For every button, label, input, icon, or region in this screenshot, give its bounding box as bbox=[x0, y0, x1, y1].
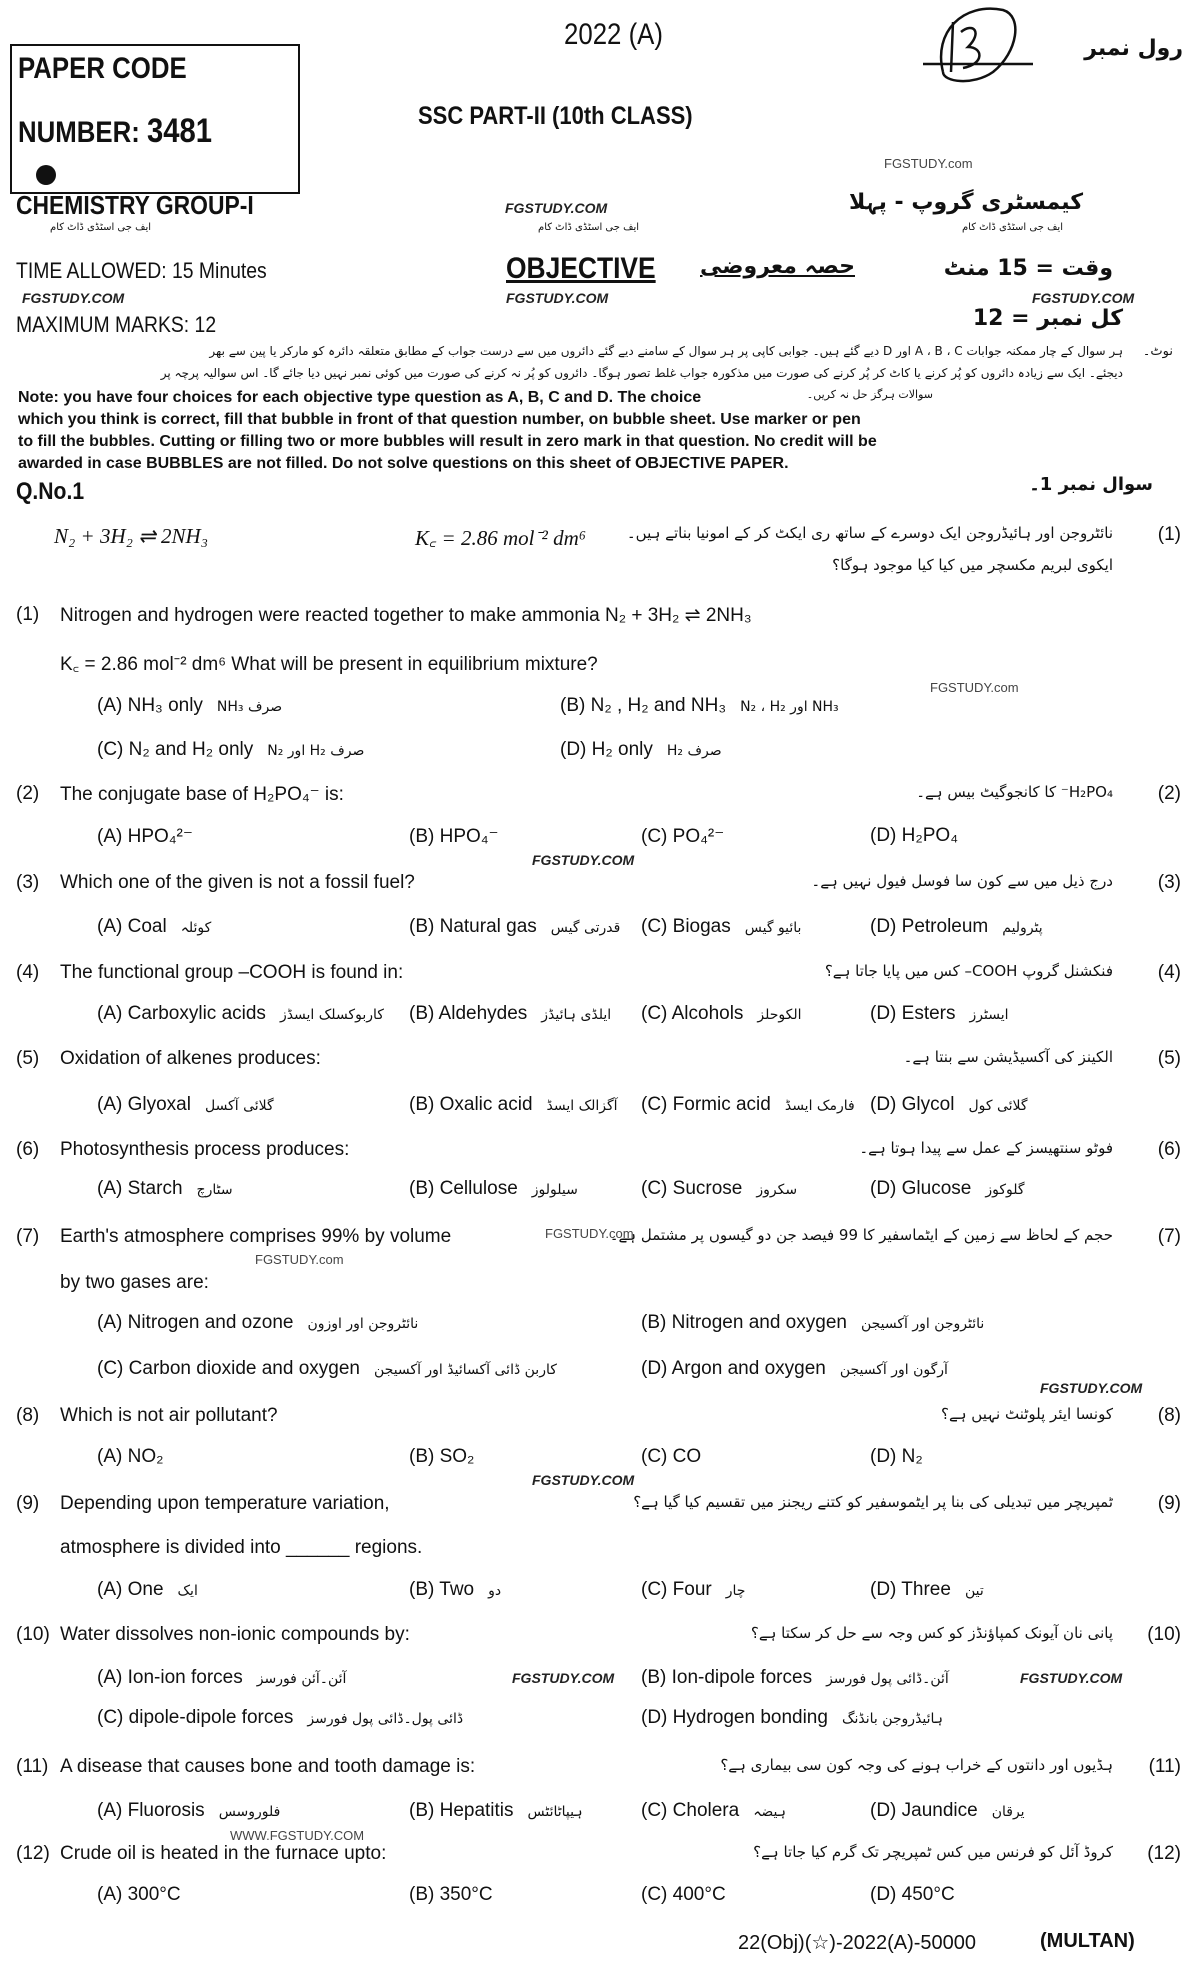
watermark-urdu: ایف جی اسٹڈی ڈاٹ کام bbox=[538, 222, 640, 233]
answer-option bbox=[870, 1003, 1009, 1025]
question-urdu-text: H₂PO₄⁻ کا کانجوگیٹ بیس ہے۔ bbox=[916, 783, 1113, 801]
urdu-note-line: ہر سوال کے چار ممکنہ جوابات A ، B ، C اور D دیے گئے ہیں۔ جوابی کاپی پر ہر سوال کے سامنے دیے گئے دائروں میں سے درست جواب کے مطابق متعلقہ دائرہ کو مارکر یا پین سے بھر bbox=[209, 344, 1123, 358]
option-urdu-text: ہائیڈروجن بانڈنگ bbox=[841, 1711, 944, 1727]
watermark: FGSTUDY.COM bbox=[512, 1670, 615, 1686]
answer-option bbox=[641, 1446, 701, 1468]
option-urdu-text: آرگون اور آکسیجن bbox=[839, 1362, 948, 1378]
question-number-right: (10) bbox=[1147, 1624, 1181, 1645]
answer-option bbox=[870, 825, 958, 847]
question-number-right: (2) bbox=[1157, 783, 1181, 804]
question-urdu-text: کونسا ایئر پلوٹنٹ نہیں ہے؟ bbox=[940, 1405, 1113, 1423]
question-text: Oxidation of alkenes produces: bbox=[60, 1048, 321, 1069]
watermark: WWW.FGSTUDY.COM bbox=[230, 1828, 365, 1843]
answer-option bbox=[641, 1800, 786, 1822]
question-number: (11) bbox=[16, 1756, 49, 1777]
option-urdu-text: فلوروسس bbox=[218, 1804, 281, 1820]
option-text: (C) Four bbox=[641, 1579, 712, 1600]
option-urdu-text: آئن۔ڈائی پول فورسز bbox=[826, 1671, 949, 1687]
option-text: (D) Three bbox=[870, 1579, 951, 1600]
answer-option bbox=[97, 1707, 463, 1729]
option-text: (A) One bbox=[97, 1579, 164, 1600]
answer-option bbox=[409, 1178, 578, 1200]
option-text: (A) 300°C bbox=[97, 1884, 181, 1905]
option-urdu-text: الکوحلز bbox=[757, 1007, 802, 1023]
option-text: (B) Aldehydes bbox=[409, 1003, 528, 1024]
urdu-objective-heading: حصہ معروضی bbox=[700, 254, 855, 279]
option-urdu-text: گلوکوز bbox=[985, 1182, 1025, 1198]
option-text: (A) Coal bbox=[97, 916, 167, 937]
roll-number-handwriting bbox=[923, 2, 1033, 86]
paper-code-number bbox=[18, 112, 212, 151]
question-number-right: (4) bbox=[1157, 962, 1181, 983]
option-urdu-text: ایک bbox=[177, 1583, 198, 1599]
option-urdu-text: آگزالک ایسڈ bbox=[546, 1098, 618, 1114]
answer-option bbox=[560, 739, 722, 761]
answer-option bbox=[870, 1579, 984, 1601]
option-urdu-text: فارمک ایسڈ bbox=[784, 1098, 855, 1114]
question-number: (8) bbox=[16, 1405, 40, 1426]
watermark: FGSTUDY.COM bbox=[1040, 1380, 1143, 1396]
paper-code-label: PAPER CODE bbox=[18, 52, 187, 85]
option-urdu-text: یرقان bbox=[991, 1804, 1025, 1820]
question-text: K꜀ = 2.86 mol⁻² dm⁶ What will be present in equilibrium mixture? bbox=[60, 654, 598, 675]
answer-option bbox=[870, 916, 1043, 938]
question-text: Nitrogen and hydrogen were reacted together to make ammonia N₂ + 3H₂ ⇌ 2NH₃ bbox=[60, 605, 752, 626]
question-urdu-text: فوٹو سنتھیسز کے عمل سے پیدا ہوتا ہے۔ bbox=[859, 1139, 1113, 1157]
option-urdu-text: سیلولوز bbox=[531, 1182, 578, 1198]
option-urdu-text: قدرتی گیس bbox=[550, 920, 621, 936]
answer-option bbox=[641, 1707, 943, 1729]
answer-option bbox=[97, 1446, 163, 1468]
option-text: (B) SO₂ bbox=[409, 1446, 475, 1467]
option-text: (B) Nitrogen and oxygen bbox=[641, 1312, 847, 1333]
watermark: FGSTUDY.com bbox=[255, 1252, 344, 1267]
note-line: which you think is correct, fill that bubble in front of that question number, on bubble sheet. Use marker or pen bbox=[18, 411, 861, 428]
option-text: (A) Carboxylic acids bbox=[97, 1003, 266, 1024]
answer-option bbox=[409, 1094, 618, 1116]
answer-option bbox=[97, 1003, 384, 1025]
answer-option bbox=[97, 916, 211, 938]
watermark: FGSTUDY.COM bbox=[506, 290, 609, 306]
answer-option bbox=[409, 1579, 501, 1601]
option-text: (B) HPO₄⁻ bbox=[409, 826, 499, 847]
answer-option bbox=[641, 1667, 949, 1689]
option-urdu-text: سکروز bbox=[756, 1182, 798, 1198]
footer-board: (MULTAN) bbox=[1040, 1930, 1135, 1952]
option-text: (A) Ion-ion forces bbox=[97, 1667, 243, 1688]
answer-option bbox=[97, 1667, 346, 1689]
note-line: Note: you have four choices for each objective type question as A, B, C and D. The choice bbox=[18, 389, 702, 406]
option-text: (B) Two bbox=[409, 1579, 475, 1600]
answer-option bbox=[870, 1178, 1025, 1200]
question-text: atmosphere is divided into ______ regions. bbox=[60, 1537, 423, 1558]
option-text: (A) Fluorosis bbox=[97, 1800, 205, 1821]
option-text: (D) Glucose bbox=[870, 1178, 972, 1199]
option-text: (C) Sucrose bbox=[641, 1178, 743, 1199]
option-urdu-text: ہیپاٹائٹس bbox=[527, 1804, 583, 1820]
option-urdu-text: چار bbox=[725, 1583, 746, 1599]
answer-option bbox=[409, 1884, 493, 1906]
option-urdu-text: کاربوکسلک ایسڈز bbox=[279, 1007, 384, 1023]
option-text: (C) Cholera bbox=[641, 1800, 740, 1821]
exam-year: 2022 (A) bbox=[564, 18, 663, 51]
option-text: (D) Hydrogen bonding bbox=[641, 1707, 828, 1728]
question-number-right: (6) bbox=[1157, 1139, 1181, 1160]
answer-option bbox=[97, 695, 282, 717]
question-number-right: (8) bbox=[1157, 1405, 1181, 1426]
option-text: (C) CO bbox=[641, 1446, 702, 1467]
intro-equation: N₂ + 3H₂ ⇌ 2NH₃ bbox=[54, 524, 209, 548]
option-text: (C) N₂ and H₂ only bbox=[97, 739, 254, 760]
watermark: FGSTUDY.COM bbox=[505, 200, 608, 216]
option-text: (A) NH₃ only bbox=[97, 695, 203, 716]
question-text: The functional group –COOH is found in: bbox=[60, 962, 404, 983]
question-urdu-text: درج ذیل میں سے کون سا فوسل فیول نہیں ہے۔ bbox=[811, 872, 1113, 890]
watermark: FGSTUDY.COM bbox=[1032, 290, 1135, 306]
answer-option bbox=[641, 825, 724, 848]
option-text: (C) Biogas bbox=[641, 916, 731, 937]
question-text: by two gases are: bbox=[60, 1272, 209, 1293]
answer-option bbox=[97, 1579, 198, 1601]
answer-option bbox=[97, 1884, 181, 1906]
option-urdu-text: ایلڈی ہائیڈز bbox=[541, 1007, 612, 1023]
option-text: (A) Glyoxal bbox=[97, 1094, 191, 1115]
answer-option bbox=[641, 1579, 745, 1601]
watermark: FGSTUDY.COM bbox=[532, 852, 635, 868]
option-text: (B) Natural gas bbox=[409, 916, 537, 937]
option-urdu-text: گلائی آکسل bbox=[204, 1098, 274, 1114]
question-urdu-text: حجم کے لحاظ سے زمین کے ایٹماسفیر کا 99 فیصد جن دو گیسوں پر مشتمل ہے۔ bbox=[609, 1226, 1113, 1244]
question-urdu-text: پانی نان آیونک کمپاؤنڈز کو کس وجہ سے حل کر سکتا ہے؟ bbox=[750, 1624, 1113, 1642]
question-number-right: (9) bbox=[1157, 1493, 1181, 1514]
answer-option bbox=[97, 1312, 418, 1334]
option-text: (B) Ion-dipole forces bbox=[641, 1667, 813, 1688]
roll-number-label: رول نمبر bbox=[1084, 36, 1183, 61]
question-text: Which one of the given is not a fossil fuel? bbox=[60, 872, 415, 893]
answer-option bbox=[870, 1884, 955, 1906]
subject-group: CHEMISTRY GROUP-I bbox=[16, 190, 254, 220]
question-text: A disease that causes bone and tooth damage is: bbox=[60, 1756, 476, 1777]
question-text: Water dissolves non-ionic compounds by: bbox=[60, 1624, 410, 1645]
option-text: (D) N₂ bbox=[870, 1446, 923, 1467]
answer-option bbox=[409, 1800, 583, 1822]
answer-option bbox=[97, 1094, 274, 1116]
answer-option bbox=[641, 1094, 855, 1116]
option-text: (D) 450°C bbox=[870, 1884, 955, 1905]
question-number: (1) bbox=[16, 604, 40, 625]
answer-option bbox=[97, 1178, 233, 1200]
question-urdu-text: فنکشنل گروپ COOH– کس میں پایا جاتا ہے؟ bbox=[824, 962, 1113, 980]
question-number: (10) bbox=[16, 1624, 50, 1645]
answer-option bbox=[409, 1446, 474, 1468]
question-urdu-text: ہڈیوں اور دانتوں کے خراب ہونے کی وجہ کون سی بیماری ہے؟ bbox=[720, 1756, 1113, 1774]
answer-option bbox=[641, 1884, 726, 1906]
answer-option bbox=[870, 1800, 1025, 1822]
option-urdu-text: گلائی کول bbox=[968, 1098, 1028, 1114]
option-text: (D) Glycol bbox=[870, 1094, 955, 1115]
option-text: (C) PO₄²⁻ bbox=[641, 826, 725, 847]
option-urdu-text: ایسٹرز bbox=[969, 1007, 1009, 1023]
option-urdu-text: سٹارچ bbox=[196, 1182, 233, 1198]
question-text: Which is not air pollutant? bbox=[60, 1405, 278, 1426]
question-text: Depending upon temperature variation, bbox=[60, 1493, 390, 1514]
urdu-marks: کل نمبر = 12 bbox=[972, 306, 1123, 331]
answer-option bbox=[641, 1358, 948, 1380]
option-text: (A) NO₂ bbox=[97, 1446, 164, 1467]
watermark-urdu: ایف جی اسٹڈی ڈاٹ کام bbox=[50, 222, 152, 233]
answer-option bbox=[641, 1003, 802, 1025]
option-text: (B) Hepatitis bbox=[409, 1800, 514, 1821]
question-number: (9) bbox=[16, 1493, 40, 1514]
answer-option bbox=[409, 916, 620, 938]
exam-class: SSC PART-II (10th CLASS) bbox=[418, 102, 693, 130]
option-urdu-text: کوئلہ bbox=[180, 920, 212, 936]
question-number: (12) bbox=[16, 1843, 50, 1864]
answer-option bbox=[870, 1094, 1028, 1116]
question-number: (4) bbox=[16, 962, 40, 983]
option-urdu-text: نائٹروجن اور آکسیجن bbox=[860, 1316, 985, 1332]
urdu-note-line: دیجئے۔ ایک سے زیادہ دائروں کو پُر کرنے یا کاٹ کر پُر کرنے کی صورت میں مذکورہ جواب غلط تصور ہوگا۔ دائروں کو پُر نہ کرنے کی صورت میں کوئی نمبر نہیں دیا جائے گا۔ اس سوالیہ پرچہ پر bbox=[160, 366, 1123, 380]
answer-option bbox=[560, 695, 839, 717]
answer-option bbox=[641, 1178, 797, 1200]
option-text: (C) Formic acid bbox=[641, 1094, 771, 1115]
question-number-right: (7) bbox=[1157, 1226, 1181, 1247]
time-allowed: TIME ALLOWED: 15 Minutes bbox=[16, 258, 267, 283]
option-text: (D) Esters bbox=[870, 1003, 956, 1024]
option-text: (D) Petroleum bbox=[870, 916, 989, 937]
urdu-subject-group: کیمسٹری گروپ - پہلا bbox=[849, 190, 1083, 215]
note-line: awarded in case BUBBLES are not filled. Do not solve questions on this sheet of OBJECTIVE PAPER. bbox=[18, 455, 789, 472]
option-urdu-text: دو bbox=[488, 1583, 502, 1599]
option-urdu-text: تین bbox=[964, 1583, 984, 1599]
option-text: (D) H₂PO₄ bbox=[870, 825, 958, 846]
option-urdu-text: ڈائی پول۔ڈائی پول فورسز bbox=[307, 1711, 464, 1727]
watermark: FGSTUDY.COM bbox=[532, 1472, 635, 1488]
watermark: FGSTUDY.COM bbox=[22, 290, 125, 306]
option-text: (B) Oxalic acid bbox=[409, 1094, 533, 1115]
note-line: to fill the bubbles. Cutting or filling two or more bubbles will result in zero mark in that question. No credit will be bbox=[18, 433, 877, 450]
option-text: (B) N₂ , H₂ and NH₃ bbox=[560, 695, 727, 716]
option-urdu-text: صرف NH₃ bbox=[216, 699, 283, 715]
question-number: (5) bbox=[16, 1048, 40, 1069]
intro-urdu-line: نائٹروجن اور ہائیڈروجن ایک دوسرے کے ساتھ ری ایکٹ کر کے امونیا بناتے ہیں۔ bbox=[626, 524, 1113, 542]
maximum-marks: MAXIMUM MARKS: 12 bbox=[16, 312, 217, 337]
watermark-urdu: ایف جی اسٹڈی ڈاٹ کام bbox=[961, 222, 1063, 233]
number-value: 3481 bbox=[147, 112, 213, 150]
option-urdu-text: نائٹروجن اور اوزون bbox=[307, 1316, 419, 1332]
question-text: The conjugate base of H₂PO₄⁻ is: bbox=[60, 784, 344, 805]
question-number-right: (5) bbox=[1157, 1048, 1181, 1069]
question-number: (7) bbox=[16, 1226, 40, 1247]
intro-urdu-line: ایکوی لبریم مکسچر میں کیا کیا موجود ہوگا؟ bbox=[832, 556, 1113, 574]
option-urdu-text: پٹرولیم bbox=[1002, 920, 1043, 936]
question-number-right: (3) bbox=[1157, 872, 1181, 893]
answer-option bbox=[409, 825, 499, 848]
watermark: FGSTUDY.com bbox=[884, 156, 973, 171]
answer-option bbox=[641, 916, 801, 938]
intro-number: (1) bbox=[1157, 524, 1181, 545]
question-number-heading: Q.No.1 bbox=[16, 478, 85, 505]
objective-heading: OBJECTIVE bbox=[506, 252, 656, 285]
question-urdu-text: الکینز کی آکسیڈیشن سے بنتا ہے۔ bbox=[903, 1048, 1113, 1066]
option-text: (B) Cellulose bbox=[409, 1178, 518, 1199]
question-number: (3) bbox=[16, 872, 40, 893]
answer-option bbox=[97, 739, 364, 761]
option-text: (A) Starch bbox=[97, 1178, 183, 1199]
urdu-note-line: سوالات ہرگز حل نہ کریں۔ bbox=[806, 388, 933, 401]
urdu-question-number-heading: سوال نمبر 1۔ bbox=[1029, 474, 1153, 495]
footer-code: 22(Obj)(☆)-2022(A)-50000 bbox=[738, 1932, 977, 1954]
intro-kc: K꜀ = 2.86 mol⁻² dm⁶ bbox=[415, 526, 587, 550]
option-urdu-text: آئن۔آئن فورسز bbox=[256, 1671, 347, 1687]
answer-option bbox=[409, 1003, 611, 1025]
question-urdu-text: کروڈ آئل کو فرنس میں کس ٹمپریچر تک گرم کیا جاتا ہے؟ bbox=[753, 1843, 1113, 1861]
option-text: (A) Nitrogen and ozone bbox=[97, 1312, 294, 1333]
question-number-right: (11) bbox=[1148, 1756, 1181, 1777]
watermark: FGSTUDY.COM bbox=[1020, 1670, 1123, 1686]
option-urdu-text: بائیو گیس bbox=[744, 920, 802, 936]
option-text: (B) 350°C bbox=[409, 1884, 493, 1905]
option-text: (D) Jaundice bbox=[870, 1800, 978, 1821]
watermark: FGSTUDY.com bbox=[930, 680, 1019, 695]
question-number-right: (12) bbox=[1147, 1843, 1181, 1864]
watermark: FGSTUDY.com bbox=[545, 1226, 634, 1241]
number-label: NUMBER: bbox=[18, 116, 140, 149]
answer-option bbox=[870, 1446, 923, 1468]
question-text: Photosynthesis process produces: bbox=[60, 1139, 350, 1160]
urdu-note-label: نوٹ۔ bbox=[1142, 344, 1173, 359]
question-text: Crude oil is heated in the furnace upto: bbox=[60, 1843, 387, 1864]
question-number: (6) bbox=[16, 1139, 40, 1160]
option-text: (D) H₂ only bbox=[560, 739, 653, 760]
answer-option bbox=[97, 825, 193, 848]
question-text: Earth's atmosphere comprises 99% by volume bbox=[60, 1226, 452, 1247]
option-text: (D) Argon and oxygen bbox=[641, 1358, 826, 1379]
option-text: (C) Alcohols bbox=[641, 1003, 744, 1024]
answer-option bbox=[97, 1800, 280, 1822]
urdu-time: وقت = 15 منٹ bbox=[943, 256, 1113, 281]
option-text: (C) 400°C bbox=[641, 1884, 726, 1905]
option-text: (C) Carbon dioxide and oxygen bbox=[97, 1358, 360, 1379]
answer-option bbox=[641, 1312, 984, 1334]
option-text: (A) HPO₄²⁻ bbox=[97, 826, 193, 847]
option-urdu-text: صرف H₂ اور N₂ bbox=[267, 743, 365, 759]
option-urdu-text: صرف H₂ bbox=[666, 743, 722, 759]
option-urdu-text: ہیضہ bbox=[753, 1804, 786, 1820]
question-number: (2) bbox=[16, 783, 40, 804]
option-urdu-text: NH₃ اور N₂ ، H₂ bbox=[740, 699, 839, 715]
answer-option bbox=[97, 1358, 557, 1380]
question-urdu-text: ٹمپریچر میں تبدیلی کی بنا پر ایٹموسفیر کو کتنے ریجنز میں تقسیم کیا گیا ہے؟ bbox=[633, 1493, 1113, 1511]
bubble-dot bbox=[36, 165, 56, 185]
option-text: (C) dipole-dipole forces bbox=[97, 1707, 294, 1728]
option-urdu-text: کاربن ڈائی آکسائیڈ اور آکسیجن bbox=[374, 1362, 557, 1378]
